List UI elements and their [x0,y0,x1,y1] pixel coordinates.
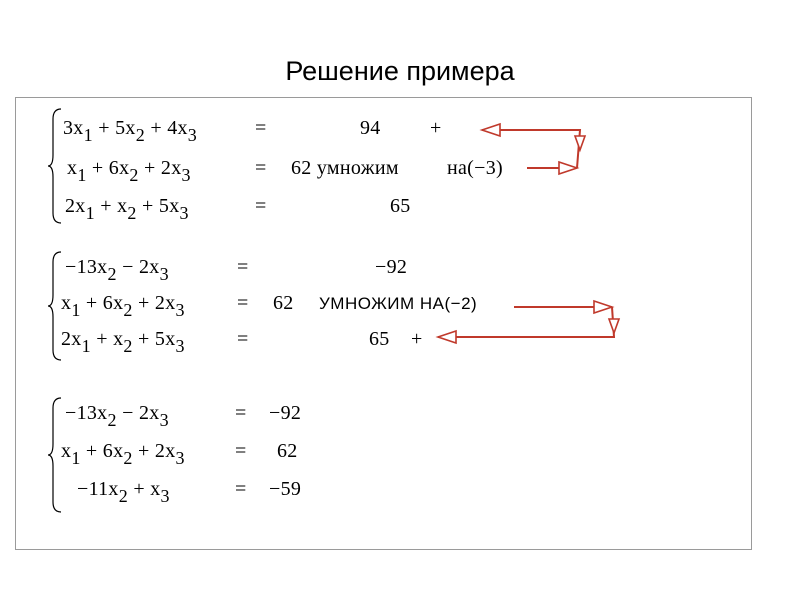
equals-sign: = [255,157,267,179]
multiplier-note: на(−3) [447,157,503,179]
rhs-value: 62 [277,440,298,462]
equals-sign: = [255,195,267,217]
arrowhead-icon [482,124,500,136]
arrowhead-icon [594,301,612,313]
equals-sign: = [237,256,249,278]
equals-sign: = [237,328,249,350]
equation-row-1: $-13x_2 - 2x_3$ [65,402,169,430]
rhs-value: 62 [273,292,294,314]
equation-row-3: $-11x_2 + x_3$ [77,478,170,506]
arrowhead-icon [438,331,456,343]
rhs-value: −59 [269,478,302,500]
multiplier-note: УМНОЖИМ НА(−2) [319,294,478,313]
equation-row-1: $-13x_2 - 2x_3$ [65,256,169,284]
rhs-value: −92 [269,402,302,424]
equation-row-2: $x_1 + 6x_2 + 2x_3$ [61,440,185,468]
arrowhead-icon [609,319,619,333]
equals-sign: = [235,440,247,462]
equation-row-2: $x_1 + 6x_2 + 2x_3$ [67,157,191,185]
rhs-value: 65 [369,328,390,350]
arrowhead-icon [575,136,585,150]
rhs-value: 65 [390,195,411,217]
plus-note: + [411,328,423,350]
equation-row-3: $2x_1 + x_2 + 5x_3$ [65,195,189,223]
arrowhead-icon [559,162,577,174]
plus-note: + [430,117,442,139]
rhs-value: 62 умножим [291,157,399,179]
rhs-value: −92 [375,256,408,278]
equation-row-3: $2x_1 + x_2 + 5x_3$ [61,328,185,356]
equation-row-1: $3x_1 + 5x_2 + 4x_3$ [63,117,198,145]
equals-sign: = [255,117,267,139]
equation-row-2: $x_1 + 6x_2 + 2x_3$ [61,292,185,320]
page-title: Решение примера [285,56,515,86]
equals-sign: = [237,292,249,314]
equals-sign: = [235,402,247,424]
equals-sign: = [235,478,247,500]
rhs-value: 94 [360,117,381,139]
